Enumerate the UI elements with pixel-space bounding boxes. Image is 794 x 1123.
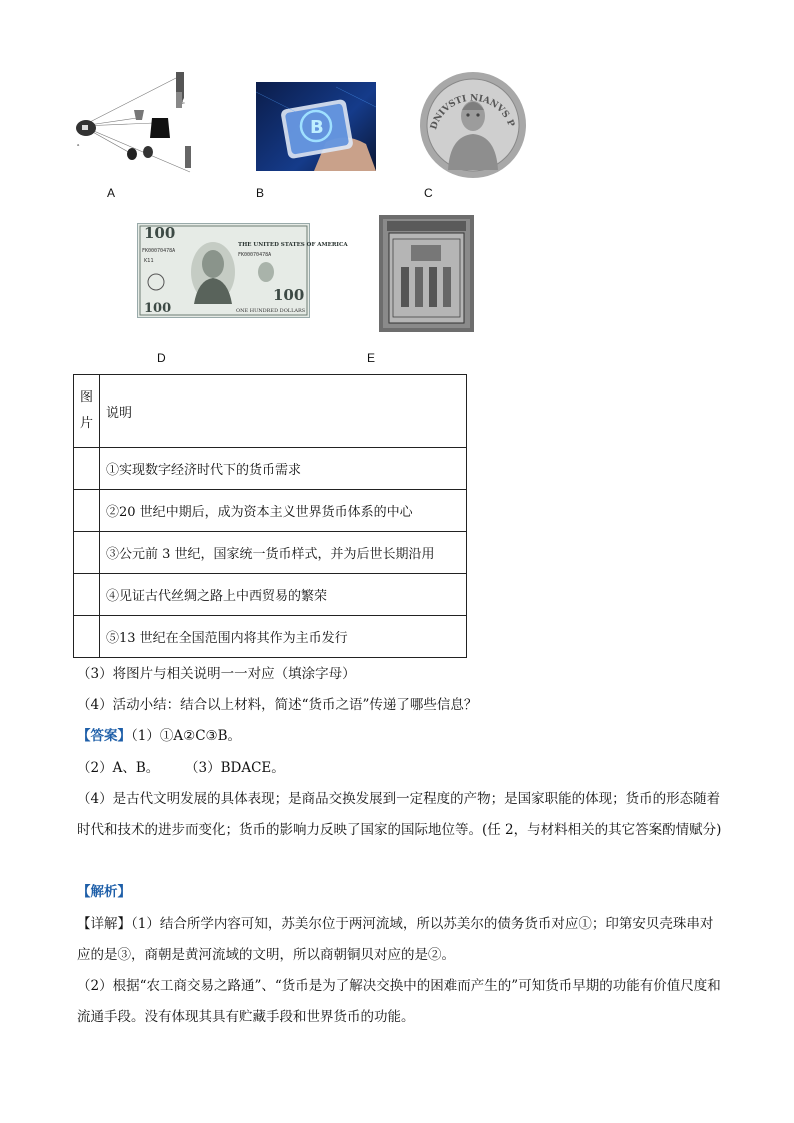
- question-4: （4）活动小结：结合以上材料，简述“货币之语”传递了哪些信息？: [77, 697, 478, 713]
- image-b-label: B: [256, 186, 265, 200]
- table-row: [74, 448, 467, 490]
- image-c-label: C: [424, 186, 433, 200]
- table-cell-desc-1: ①实现数字经济时代下的货币需求: [100, 448, 467, 490]
- question-3: （3）将图片与相关说明一一对应（填涂字母）: [77, 666, 356, 682]
- image-e-paper-money: [379, 215, 474, 332]
- image-a-label: A: [107, 186, 116, 200]
- table-row: [74, 616, 467, 658]
- detail-tag: 【详解】: [77, 916, 131, 932]
- table-cell-desc-2: ②20 世纪中期后，成为资本主义世界货币体系的中心: [100, 490, 467, 532]
- table-cell-answer-4[interactable]: [74, 574, 100, 616]
- answer-tag: 【答案】: [77, 728, 131, 744]
- answer-line-3: （4）是古代文明发展的具体表现；是商品交换发展到一定程度的产物；是国家职能的体现；货币的形态随着时代和技术的进步而变化；货币的影响力反映了国家的国际地位等。(任 2，与材料相关的其它答案酌情赋分): [77, 791, 722, 838]
- analysis-p1: [77, 909, 725, 971]
- bill-serial-left: FK00070478A: [142, 248, 176, 254]
- bill-denom-br: 100: [273, 286, 305, 304]
- svg-text:a: a: [77, 142, 80, 147]
- bill-denom-tl: 100: [144, 224, 176, 242]
- table-cell-answer-5[interactable]: [74, 616, 100, 658]
- image-b-bitcoin-phone: [256, 82, 376, 171]
- svg-text:b: b: [182, 100, 185, 105]
- analysis-tag-line: [77, 877, 725, 908]
- table-row: [74, 490, 467, 532]
- table-row: [74, 532, 467, 574]
- coin-legend: DNIVSTI NIANVS P: [429, 93, 516, 131]
- table-cell-answer-1[interactable]: [74, 448, 100, 490]
- table-cell-desc-5: ⑤13 世纪在全国范围内将其作为主币发行: [100, 616, 467, 658]
- table-cell-desc-4: ④见证古代丝绸之路上中西贸易的繁荣: [100, 574, 467, 616]
- table-cell-answer-3[interactable]: [74, 532, 100, 574]
- bill-bottom-text: ONE HUNDRED DOLLARS: [236, 308, 306, 314]
- analysis-p1-text: （1）结合所学内容可知，苏美尔位于两河流域，所以苏美尔的债务货币对应①；印第安贝壳珠串对应的是③，商朝是黄河流域的文明，所以商朝铜贝对应的是②。: [77, 916, 714, 963]
- table-header-picture: [74, 375, 100, 448]
- header-picture-text: 图片: [80, 390, 94, 431]
- table-cell-desc-3: ③公元前 3 世纪，国家统一货币样式，并为后世长期沿用: [100, 532, 467, 574]
- answer-1: （1）①A②C③B。: [131, 728, 242, 744]
- analysis-tag: 【解析】: [77, 884, 131, 900]
- answer-line-1: [77, 721, 725, 752]
- svg-text:B: B: [310, 117, 324, 138]
- image-d-hundred-dollar-bill: [137, 223, 348, 318]
- image-d-label: D: [157, 351, 166, 365]
- table-header-description: 说明: [100, 375, 467, 448]
- image-c-gold-coin: [418, 70, 528, 180]
- image-a-money-diagram: [72, 68, 202, 178]
- image-e-label: E: [367, 351, 376, 365]
- bill-title: THE UNITED STATES OF AMERICA: [238, 242, 348, 248]
- analysis-p2: （2）根据“农工商交易之路通”、“货币是为了解决交换中的困难而产生的”可知货币早期的功能有价值尺度和流通手段。没有体现其具有贮藏手段和世界货币的功能。: [77, 978, 721, 1025]
- bill-denom-bl: 100: [144, 301, 172, 316]
- bill-serial-short: K11: [144, 258, 154, 264]
- table-row: [74, 574, 467, 616]
- answer-line-2: （2）A、B。 （3）BDACE。: [77, 760, 285, 776]
- table-cell-answer-2[interactable]: [74, 490, 100, 532]
- bill-serial-right: FK00070478A: [238, 252, 272, 258]
- table-header-row: [74, 375, 467, 448]
- picture-description-table: [73, 374, 467, 658]
